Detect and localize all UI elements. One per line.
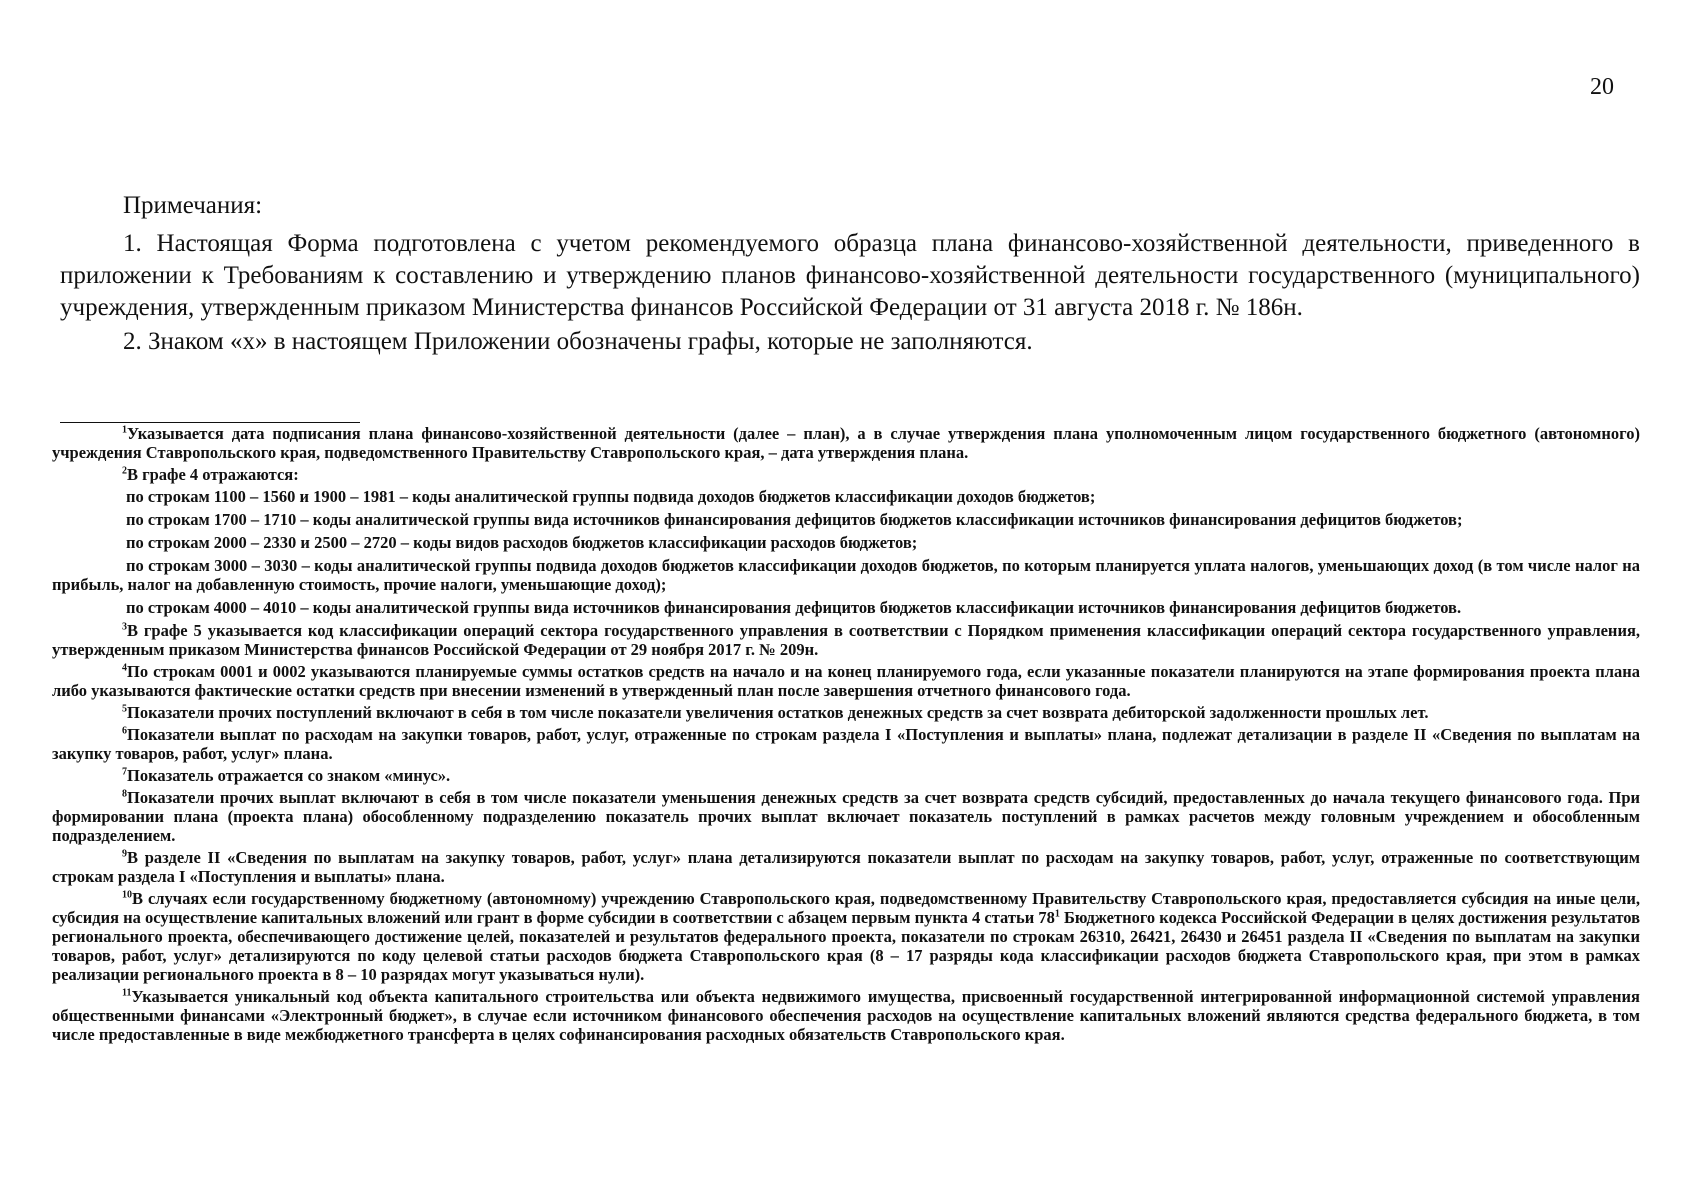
footnote-separator: [60, 422, 360, 423]
footnote-2-line-2: по строкам 1700 – 1710 – коды аналитической группы вида источников финансирования дефицитов бюджетов классификации источников финансирования дефицитов бюджетов;: [126, 510, 1463, 529]
footnote-3: $^3$В графе 5 указывается код классификации операций сектора государственного управления в соответствии с Порядком применения классификации операций сектора государственного управления, утвержденным приказом Министерства финансов Российской Федерации от 29 ноября 2017 г. № 209н.: [52, 621, 1640, 659]
footnote-11: $^{11}$Указывается уникальный код объекта капитального строительства или объекта недвижимого имущества, присвоенный государственной интегрированной информационной системой управления общественными финансами «Электронный бюджет», в случае если источником финансового обеспечения расходов на осуществление капитальных вложений являются средства федерального бюджета, в том числе предоставленные в виде межбюджетного трансферта в целях софинансирования расходных обязательств Ставропольского края.: [52, 987, 1640, 1044]
note-item-1: 1. Настоящая Форма подготовлена с учетом рекомендуемого образца плана финансово-хозяйственной деятельности, приведенного в приложении к Требованиям к составлению и утверждению планов финансово-хозяйственной деятельности государственного (муниципального) учреждения, утвержденным приказом Министерства финансов Российской Федерации от 31 августа 2018 г. № 186н.: [60, 230, 1640, 321]
footnote-10: $^{10}$В случаях если государственному бюджетному (автономному) учреждению Ставропольского края, подведомственному Правительству Ставропольского края, предоставляется субсидия на иные цели, субсидия на осуществление капитальных вложений или грант в форме субсидии в соответствии с абзацем первым пункта 4 статьи $78^1$ Бюджетного кодекса Российской Федерации в целях достижения результатов регионального проекта, обеспечивающего достижение целей, показателей и результатов федерального проекта, показатели по строкам 26310, 26421, 26430 и 26451 раздела II «Сведения по выплатам на закупки товаров, работ, услуг» детализируются по коду целевой статьи расходов бюджета Ставропольского края (8 – 17 разряды кода классификации расходов бюджета Ставропольского края, при этом в рамках реализации регионального проекта в 8 – 10 разрядах могут указываться нули).: [52, 889, 1640, 984]
notes-heading: Примечания:: [123, 192, 263, 219]
footnote-1: $^1$Указывается дата подписания плана финансово-хозяйственной деятельности (далее – план), а в случае утверждения плана уполномоченным лицом государственного бюджетного (автономного) учреждения Ставропольского края, подведомственного Правительству Ставропольского края, – дата утверждения плана.: [52, 424, 1640, 462]
footnote-5: $^5$Показатели прочих поступлений включают в себя в том числе показатели увеличения остатков денежных средств за счет возврата дебиторской задолженности прошлых лет.: [122, 703, 1429, 722]
footnote-2-line-5: по строкам 4000 – 4010 – коды аналитической группы вида источников финансирования дефицитов бюджетов классификации источников финансирования дефицитов бюджетов.: [126, 598, 1462, 617]
footnote-2-line-1: по строкам 1100 – 1560 и 1900 – 1981 – коды аналитической группы подвида доходов бюджетов классификации доходов бюджетов;: [126, 487, 1096, 506]
notes-section: [60, 190, 1640, 360]
footnote-6: $^6$Показатели выплат по расходам на закупки товаров, работ, услуг, отраженные по строкам раздела I «Поступления и выплаты» плана, подлежат детализации в разделе II «Сведения по выплатам на закупку товаров, работ, услуг» плана.: [52, 725, 1640, 763]
footnote-2: $^2$В графе 4 отражаются:: [122, 465, 299, 484]
footnote-9: $^9$В разделе II «Сведения по выплатам на закупку товаров, работ, услуг» плана детализируются показатели выплат по расходам на закупку товаров, работ, услуг, отраженные по соответствующим строкам раздела I «Поступления и выплаты» плана.: [52, 848, 1640, 886]
footnote-8: $^8$Показатели прочих выплат включают в себя в том числе показатели уменьшения денежных средств за счет возврата средств субсидий, предоставленных до начала текущего финансового года. При формировании плана (проекта плана) обособленному подразделению показатель прочих выплат включает показатель поступлений в рамках расчетов между головным учреждением и обособленным подразделением.: [52, 788, 1640, 845]
footnote-2-line-3: по строкам 2000 – 2330 и 2500 – 2720 – коды видов расходов бюджетов классификации расходов бюджетов;: [126, 533, 918, 552]
note-item-2: 2. Знаком «х» в настоящем Приложении обозначены графы, которые не заполняются.: [123, 328, 1033, 355]
footnote-4: $^4$По строкам 0001 и 0002 указываются планируемые суммы остатков средств на начало и на конец планируемого года, если указанные показатели планируются на этапе формирования проекта плана либо указываются фактические остатки средств при внесении изменений в утвержденный план после завершения отчетного финансового года.: [52, 662, 1640, 700]
page-number: 20: [1590, 74, 1614, 100]
footnote-7: $^7$Показатель отражается со знаком «минус».: [122, 766, 451, 785]
footnotes-section: [52, 424, 1640, 1047]
footnote-2-line-4: по строкам 3000 – 3030 – коды аналитической группы подвида доходов бюджетов классификации доходов бюджетов, по которым планируется уплата налогов, уменьшающих доход (в том числе налог на прибыль, налог на добавленную стоимость, прочие налоги, уменьшающие доход);: [52, 556, 1640, 594]
